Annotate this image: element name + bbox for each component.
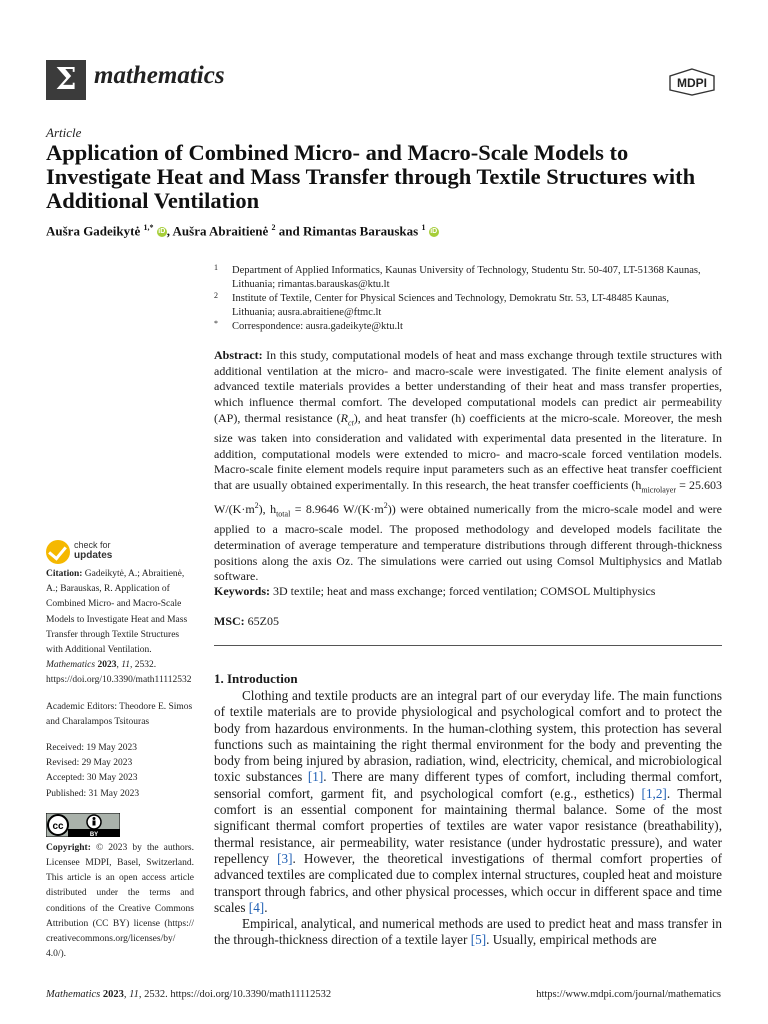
check-for-updates-button[interactable] (46, 540, 156, 566)
citation-text: Gadeikytė, A.; Abraitienė, A.; Barauskas, R. Application of Combined Micro- and Macro-Scale Models to Investigate Heat and Mass Transfer through Textile Structures with Additional Ventilation. (46, 569, 188, 656)
author-name[interactable]: Aušra Abraitienė (172, 223, 269, 239)
footer-doi[interactable]: , 2532. https://doi.org/10.3390/math11112532 (138, 989, 332, 1000)
check-updates-label: check for updates (74, 540, 113, 561)
msc-text: 65Z05 (244, 614, 280, 628)
cc-by-license-badge[interactable] (46, 813, 120, 837)
footer-year: 2023 (102, 989, 124, 1000)
author-separator: , (166, 223, 173, 239)
keywords (214, 584, 722, 599)
body-text: . Thermal comfort is an essential component for maintaining thermal balance. Some of the most significant thermal comfort properties of textiles are water vapor resistance (breathability), thermal resistance, air permeability, water resistance (under hydrostatic pressure), and water repellency (214, 785, 722, 866)
date-revised: Revised: 29 May 2023 (46, 758, 133, 769)
msc-label: MSC: (214, 614, 245, 628)
paragraph (214, 916, 722, 949)
body-text: Clothing and textile products are an integral part of our everyday life. The main functions of textile materials are to provide physiological and psychological comfort and to protect the body from hazardous environments. In the human-clothing system, this protection has several functions such as maintaining the right thermal environment for the body and preventing the body from being injured by abrasion, radiation, wind, electricity, chemical, and microbiological toxic substances (214, 688, 722, 785)
body-text: Empirical, analytical, and numerical methods are used to predict heat and mass transfer in the through-thickness direction of a textile layer (214, 916, 722, 948)
copyright-label: Copyright: (46, 842, 91, 853)
affiliation-text: Department of Applied Informatics, Kaunas University of Technology, Studentu Str. 50-407, LT-51368 Kaunas, Lithuania; rimantas.barauskas@ktu.lt (232, 265, 701, 290)
superscript: 2 (383, 501, 388, 511)
author-affiliation-marker: 2 (271, 223, 276, 232)
affiliations (214, 264, 714, 334)
section-heading: 1. Introduction (214, 671, 298, 686)
reference-link[interactable]: [4] (248, 899, 265, 915)
affiliation-item (214, 320, 714, 334)
journal-name[interactable]: mathematics (94, 62, 225, 89)
article-info-sidebar (46, 567, 194, 962)
author-affiliation-marker: 1,* (143, 223, 154, 232)
date-published: Published: 31 May 2023 (46, 788, 140, 799)
footer-volume: 11 (129, 989, 139, 1000)
body-text: . There are many different types of comfort, including thermal comfort, sensorial comfort, garment fit, and psychological comfort (e.g., esthetics) (214, 769, 722, 801)
paragraph (214, 688, 722, 916)
footer-journal: Mathematics (46, 989, 101, 1000)
subscript: ct (348, 418, 354, 428)
date-accepted: Accepted: 30 May 2023 (46, 773, 138, 784)
affiliation-item (214, 264, 714, 292)
body-text: . However, the theoretical investigations of thermal comfort properties of advanced textiles are complicated due to complex internal structures, coupled heat and moisture transport through fabrics, and other physical processes, which occur in different space and time scales (214, 850, 723, 915)
author-separator: and (275, 223, 303, 239)
body-text: . Usually, empirical methods are (486, 932, 657, 948)
check-updates-icon (46, 540, 70, 564)
orcid-icon[interactable]: iD (430, 228, 438, 236)
copyright-text: © 2023 by the authors. Licensee MDPI, Basel, Switzerland. This article is an open access article distributed under the terms and conditions of the Creative Commons Attribution (CC BY) license (https:// creativecommons.org/licenses/by/ 4.0/). (46, 842, 194, 960)
superscript: 2 (254, 501, 259, 511)
affiliation-marker: * (214, 319, 218, 328)
article-type: Article (46, 125, 82, 140)
academic-editors: Academic Editors: Theodore E. Simos and Charalampos Tsitouras (46, 701, 193, 727)
reference-link[interactable]: [1,2] (641, 785, 667, 801)
author-name[interactable]: Rimantas Barauskas (302, 223, 419, 239)
citation-label: Citation: (46, 569, 83, 579)
article-title: Application of Combined Micro- and Macro-Scale Models to Investigate Heat and Mass Transfer through Textile Structures with Additional Ventilation (46, 140, 696, 213)
abstract-text: = 8.9646 W/(K·m (290, 502, 384, 517)
svg-text:cc: cc (52, 820, 64, 832)
mdpi-logo-text: MDPI (677, 76, 707, 90)
keywords-label: Keywords: (214, 584, 270, 598)
symbol: R (340, 410, 349, 425)
abstract-text: In this study, computational models of heat and mass exchange through textile structures with additional ventilation at the micro- and macro-scale were investigated. The finite element analysis of advanced textile materials provides a better understanding of their heat and mass transfer properties, which influence thermal comfort. The developed computational models can predict air permeability (AP), thermal resistance ( (214, 348, 722, 425)
mdpi-logo[interactable] (666, 68, 718, 96)
citation-doi[interactable]: , 2532. https://doi.org/10.3390/math11112532 (46, 660, 192, 686)
reference-link[interactable]: [1] (307, 769, 324, 785)
affiliation-marker: 1 (214, 263, 218, 272)
abstract-text: ), h (258, 502, 277, 517)
footer-citation: Mathematics 2023, 11, 2532. https://doi.org/10.3390/math11112532 (46, 989, 332, 1000)
author-name[interactable]: Aušra Gadeikytė (46, 223, 141, 239)
affiliation-text: Correspondence: ausra.gadeikyte@ktu.lt (232, 321, 403, 332)
abstract-label: Abstract: (214, 348, 263, 362)
subscript: microlayer (641, 485, 677, 495)
abstract-text: ), and heat transfer (h) coefficients at the micro-scale. Moreover, the mesh size was taken into consideration and validated with experimental data presented in the literature. In addition, computational models were extended to micro- and macro-scale forced ventilation models. Macro-scale finite element models require input parameters such as an effective heat transfer coefficient that are usually obtained experimentally. In this research, the heat transfer coefficients (h (214, 410, 722, 493)
orcid-icon[interactable]: iD (158, 228, 166, 236)
section-divider (214, 645, 722, 646)
citation: Citation: Gadeikytė, A.; Abraitienė, A.; Barauskas, R. Application of Combined Micro- and Macro-Scale Models to Investigate Heat and Mass Transfer through Textile Structures with Additional Ventilation. Mathematics 2023, 11, 2532. https://doi.org/10.3390/math11112532 (46, 569, 192, 686)
date-received: Received: 19 May 2023 (46, 743, 138, 754)
body-text: . (264, 899, 268, 915)
abstract (214, 348, 722, 585)
affiliation-marker: 2 (214, 291, 218, 300)
author-list (46, 223, 439, 239)
footer-journal-url[interactable]: https://www.mdpi.com/journal/mathematics (536, 989, 721, 1000)
abstract-text: )) were obtained numerically from the micro-scale model and were applied to a macro-scale model. The proposed methodology and developed models facilitate the determination of average temperature and temperature distributions through different through-thickness positions along the axis Oz. The simulations were carried out using Comsol Multiphysics and Matlab software. (214, 502, 723, 584)
affiliation-text: Institute of Textile, Center for Physical Sciences and Technology, Demokratu Str. 53, LT-48485 Kaunas, Lithuania; ausra.abraitiene@ftmc.lt (232, 293, 670, 318)
citation-year: 2023 (97, 660, 117, 671)
copyright-notice (46, 841, 194, 963)
keywords-text: 3D textile; heat and mass exchange; forced ventilation; COMSOL Multiphysics (270, 584, 656, 598)
reference-link[interactable]: [5] (470, 932, 487, 948)
citation-volume: 11 (121, 660, 130, 671)
affiliation-item (214, 292, 714, 320)
citation-journal: Mathematics (46, 660, 96, 671)
subscript: total (276, 509, 291, 519)
reference-link[interactable]: [3] (277, 850, 293, 866)
msc-code (214, 614, 279, 629)
author-affiliation-marker: 1 (421, 223, 426, 232)
journal-logo: Σ (46, 60, 86, 100)
cc-by-label: BY (89, 831, 99, 837)
introduction-body (214, 688, 722, 949)
abstract-text: = 25.603 W/(K·m (214, 478, 722, 517)
